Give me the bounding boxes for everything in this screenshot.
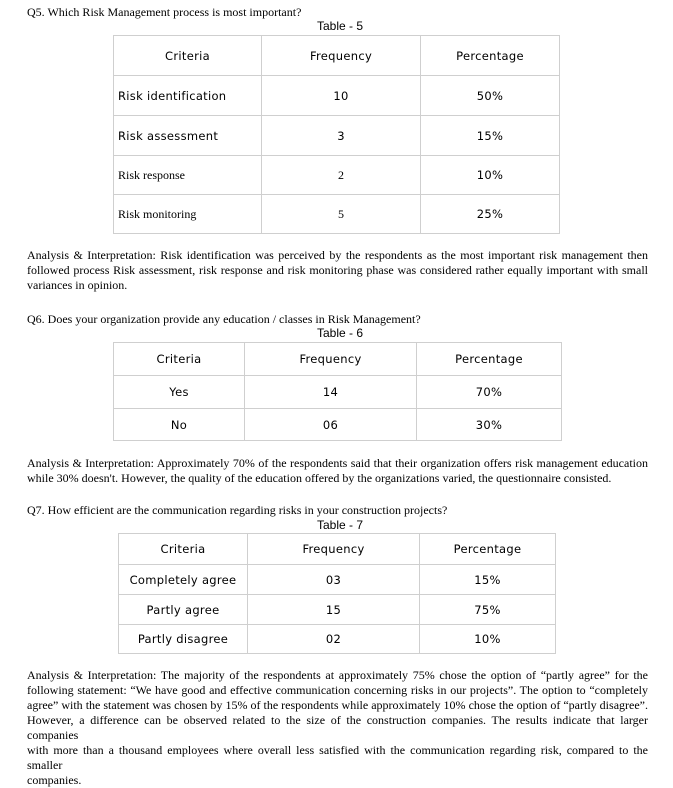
analysis-line: variances in opinion. (27, 278, 128, 292)
analysis-line: agree” with the statement was chosen by 15% of the respondents while approximately 10% chose the option of “partly disagree”. (27, 698, 648, 712)
cell-frequency: 15 (248, 595, 420, 625)
cell-percentage: 75% (420, 595, 556, 625)
table-row (119, 565, 556, 595)
analysis-line: Analysis & Interpretation: Approximately 70% of the respondents said that their organization offers risk management education (27, 456, 648, 470)
table-header-row (119, 534, 556, 565)
header-percentage: Percentage (420, 534, 556, 565)
cell-criteria: Yes (114, 376, 245, 409)
cell-percentage: 50% (421, 76, 560, 116)
header-frequency: Frequency (245, 343, 417, 376)
table-7 (118, 533, 556, 654)
header-criteria: Criteria (114, 36, 262, 76)
header-criteria: Criteria (119, 534, 248, 565)
analysis-line: However, a difference can be observed related to the size of the construction companies. The results indicate that larger companies (27, 713, 648, 742)
question-q6: Q6. Does your organization provide any education / classes in Risk Management? (27, 312, 421, 326)
analysis-line: companies. (27, 773, 82, 787)
table-row (114, 76, 560, 116)
cell-percentage: 30% (417, 409, 562, 441)
header-frequency: Frequency (248, 534, 420, 565)
header-criteria: Criteria (114, 343, 245, 376)
cell-criteria: Risk identification (114, 76, 262, 116)
question-q7: Q7. How efficient are the communication regarding risks in your construction projects? (27, 503, 448, 517)
header-percentage: Percentage (421, 36, 560, 76)
table-caption-7: Table - 7 (317, 518, 364, 532)
table-5 (113, 35, 560, 234)
cell-frequency: 02 (248, 625, 420, 654)
cell-percentage: 70% (417, 376, 562, 409)
analysis-line: Analysis & Interpretation: Risk identification was perceived by the respondents as the most important risk management then (27, 248, 648, 262)
cell-frequency: 06 (245, 409, 417, 441)
cell-frequency: 5 (262, 195, 421, 234)
analysis-q7 (27, 668, 648, 788)
cell-percentage: 15% (421, 116, 560, 156)
analysis-line: following statement: “We have good and effective communication concerning risks in our projects”. The option to “completely (27, 683, 648, 697)
cell-criteria: Partly disagree (119, 625, 248, 654)
cell-frequency: 3 (262, 116, 421, 156)
table-row (114, 156, 560, 195)
analysis-line: Analysis & Interpretation: The majority of the respondents at approximately 75% chose the option of “partly agree” for the (27, 668, 648, 682)
cell-frequency: 2 (262, 156, 421, 195)
cell-frequency: 10 (262, 76, 421, 116)
cell-criteria: Risk response (114, 156, 262, 195)
table-row (119, 595, 556, 625)
analysis-q5 (27, 248, 648, 293)
table-row (114, 376, 562, 409)
table-row (114, 195, 560, 234)
analysis-line: followed process Risk assessment, risk response and risk monitoring phase was considered rather equally important with small (27, 263, 648, 277)
header-percentage: Percentage (417, 343, 562, 376)
cell-percentage: 10% (420, 625, 556, 654)
analysis-q6 (27, 456, 648, 486)
cell-percentage: 10% (421, 156, 560, 195)
table-row (119, 625, 556, 654)
cell-criteria: Completely agree (119, 565, 248, 595)
cell-frequency: 14 (245, 376, 417, 409)
table-caption-5: Table - 5 (317, 19, 364, 33)
cell-percentage: 15% (420, 565, 556, 595)
analysis-line: with more than a thousand employees where overall less satisfied with the communication regarding risk, compared to the smaller (27, 743, 648, 772)
analysis-line: while 30% doesn't. However, the quality of the education offered by the organizations varied, the questionnaire consisted. (27, 471, 612, 485)
table-6 (113, 342, 562, 441)
table-row (114, 116, 560, 156)
cell-frequency: 03 (248, 565, 420, 595)
cell-criteria: Risk assessment (114, 116, 262, 156)
cell-percentage: 25% (421, 195, 560, 234)
cell-criteria: No (114, 409, 245, 441)
header-frequency: Frequency (262, 36, 421, 76)
cell-criteria: Risk monitoring (114, 195, 262, 234)
question-q5: Q5. Which Risk Management process is most important? (27, 5, 302, 19)
table-header-row (114, 36, 560, 76)
cell-criteria: Partly agree (119, 595, 248, 625)
table-row (114, 409, 562, 441)
table-caption-6: Table - 6 (317, 326, 364, 340)
table-header-row (114, 343, 562, 376)
